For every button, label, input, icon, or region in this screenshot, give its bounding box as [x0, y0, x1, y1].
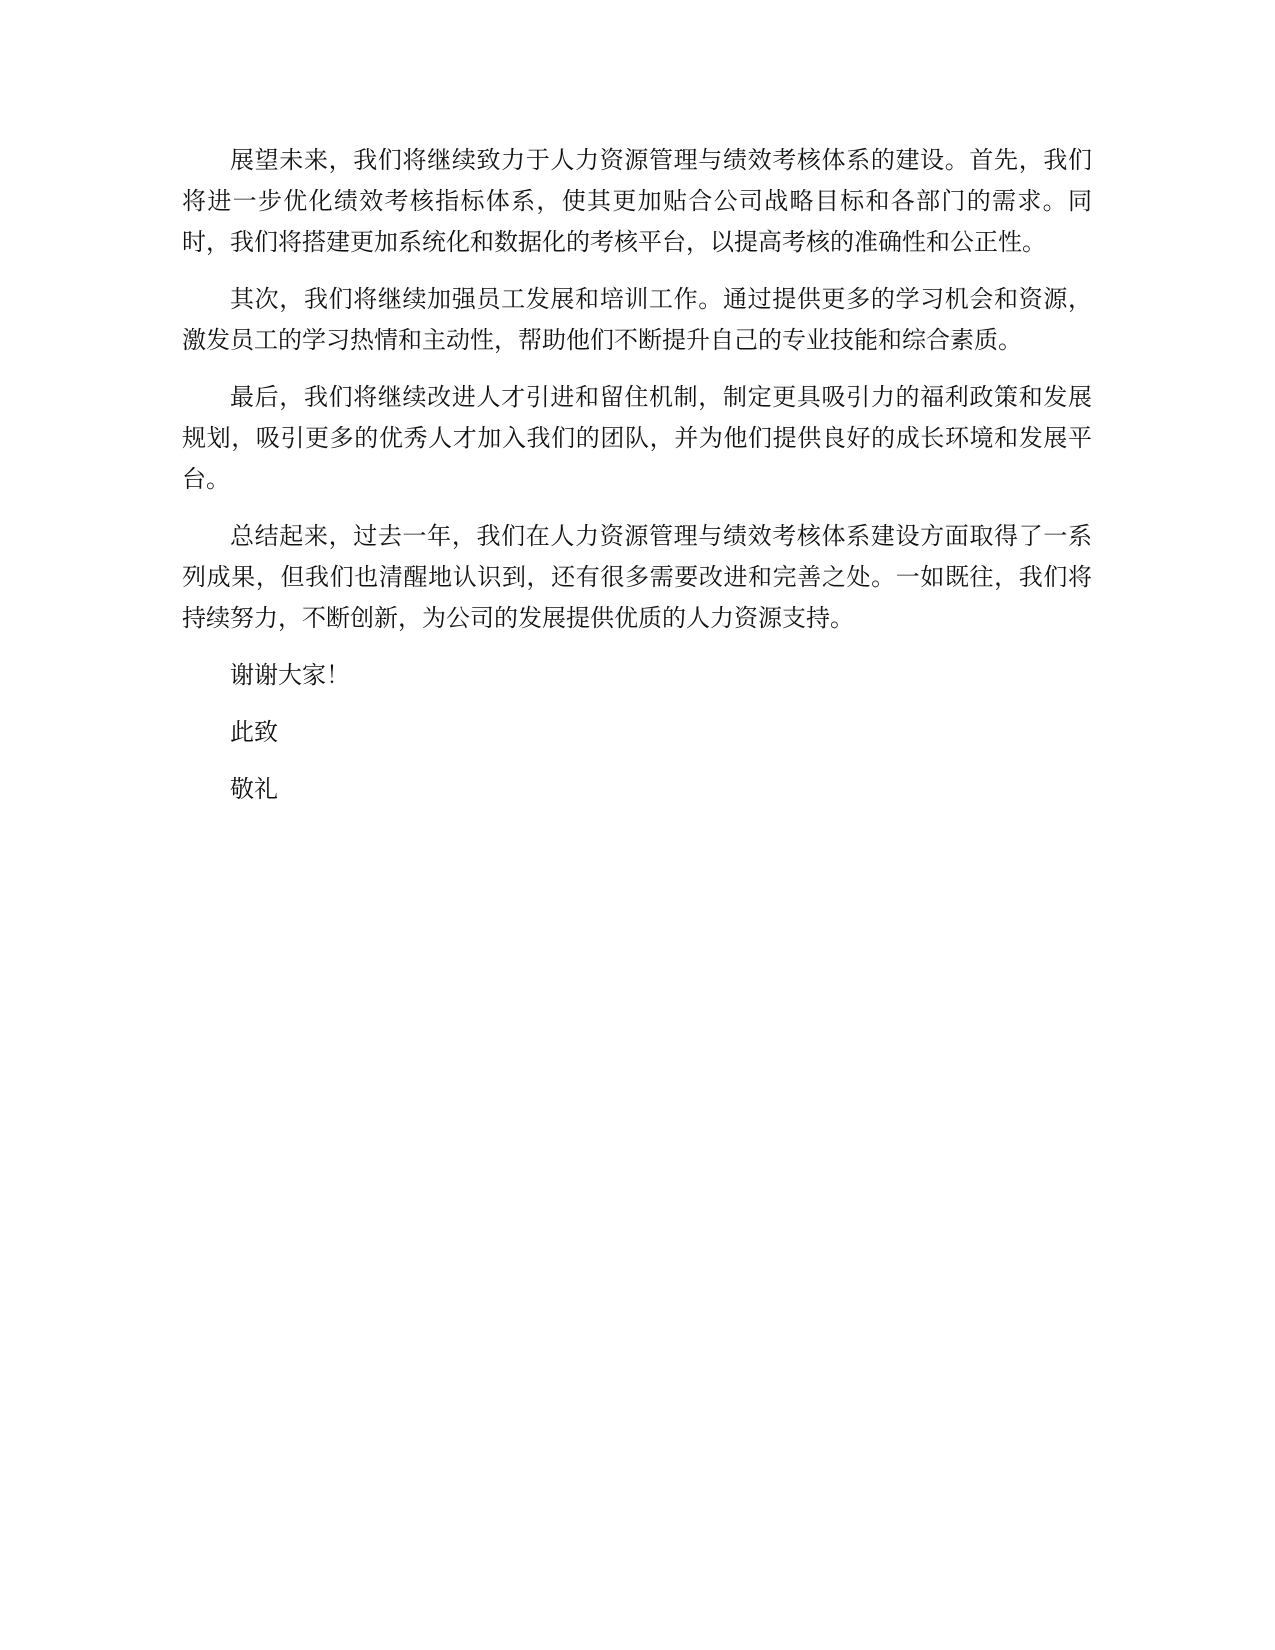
- paragraph-outlook: 展望未来，我们将继续致力于人力资源管理与绩效考核体系的建设。首先，我们将进一步优化绩效考核指标体系，使其更加贴合公司战略目标和各部门的需求。同时，我们将搭建更加系统化和数据化的考核平台，以提高考核的准确性和公正性。: [182, 146, 1092, 256]
- paragraph-talent: 最后，我们将继续改进人才引进和留住机制，制定更具吸引力的福利政策和发展规划，吸引更多的优秀人才加入我们的团队，并为他们提供良好的成长环境和发展平台。: [182, 383, 1092, 493]
- closing-line-ci-zhi: 此致: [230, 718, 278, 746]
- document-page: [182, 140, 1092, 826]
- thanks-line: 谢谢大家！: [230, 661, 350, 689]
- closing-line-jing-li: 敬礼: [230, 775, 278, 803]
- paragraph-summary: 总结起来，过去一年，我们在人力资源管理与绩效考核体系建设方面取得了一系列成果，但我们也清醒地认识到，还有很多需要改进和完善之处。一如既往，我们将持续努力，不断创新，为公司的发展提供优质的人力资源支持。: [182, 522, 1092, 632]
- paragraph-training: 其次，我们将继续加强员工发展和培训工作。通过提供更多的学习机会和资源，激发员工的学习热情和主动性，帮助他们不断提升自己的专业技能和综合素质。: [182, 285, 1092, 354]
